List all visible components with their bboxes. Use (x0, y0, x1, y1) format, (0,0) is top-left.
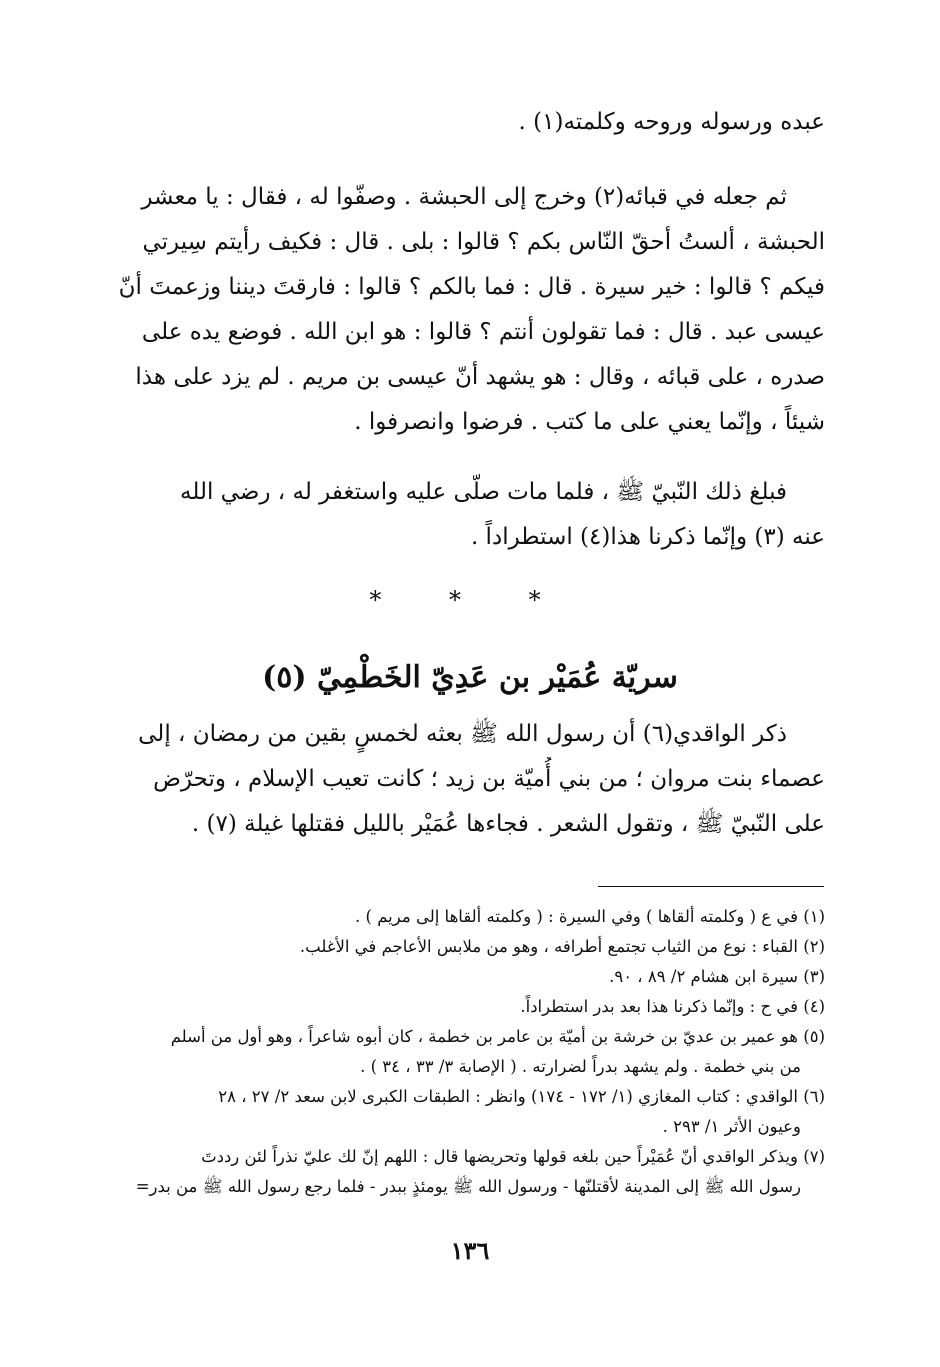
section-heading: سريّة عُمَيْر بن عَدِيّ الخَطْمِيّ (٥) (262, 660, 678, 695)
paragraph-4 (110, 712, 825, 847)
page-number: ١٣٦ (450, 1236, 490, 1265)
paragraph-3 (110, 470, 825, 560)
footnote: (٤) في ح : وإنّما ذكرنا هذا بعد بدر استطراداً. (520, 997, 825, 1016)
footnote-rule (598, 886, 824, 887)
footnote-continuation: رسول الله ﷺ إلى المدينة لأقتلنّها - ورسول الله ﷺ يومئذٍ ببدر - فلما رجع رسول الله ﷺ من بدر= (135, 1177, 801, 1196)
text-line: عصماء بنت مروان ؛ من بني أُميّة بن زيد ؛ كانت تعيب الإسلام ، وتحرّض (153, 766, 825, 792)
footnote-continuation: من بني خطمة . ولم يشهد بدراً لضرارته . ( الإصابة ٣/ ٣٣ ، ٣٤ ) . (360, 1057, 801, 1076)
footnote: (٥) هو عمير بن عديّ بن خرشة بن أميّة بن عامر بن خطمة ، كان أبوه شاعراً ، وهو أول من أسلم (170, 1027, 825, 1046)
text-line: ثم جعله في قبائه(٢) وخرج إلى الحبشة . وصفّوا له ، فقال : يا معشر (141, 184, 787, 210)
footnote-continuation: وعيون الأثر ١/ ٢٩٣ . (662, 1117, 801, 1136)
text-line: على النّبيّ ﷺ ، وتقول الشعر . فجاءها عُمَيْر بالليل فقتلها غيلة (٧) . (191, 811, 825, 837)
text-line: عيسى عبد . قال : فما تقولون أنتم ؟ قالوا : هو ابن الله . فوضع يده على (141, 319, 825, 345)
text-line: الحبشة ، ألستُ أحقّ النّاس بكم ؟ قالوا : بلى . قال : فكيف رأيتم سِيرتي (142, 229, 825, 255)
text-line: فبلغ ذلك النّبيّ ﷺ ، فلما مات صلّى عليه واستغفر له ، رضي الله (180, 479, 787, 505)
text-line: ذكر الواقدي(٦) أن رسول الله ﷺ بعثه لخمسٍ بقين من رمضان ، إلى (138, 721, 787, 747)
footnote: (١) في ع ( وكلمته ألقاها ) وفي السيرة : ( وكلمته ألقاها إلى مريم ) . (355, 907, 825, 926)
text-line: فيكم ؟ قالوا : خير سيرة . قال : فما بالكم ؟ قالوا : فارقتَ ديننا وزعمتَ أنّ (118, 274, 825, 300)
footnote: (٦) الواقدي : كتاب المغازي (١/ ١٧٢ - ١٧٤) وانظر : الطبقات الكبرى لابن سعد ٢/ ٢٧ ، ٢٨ (218, 1087, 825, 1106)
paragraph-1 (110, 100, 825, 145)
text-line: عبده ورسوله وروحه وكلمته(١) . (518, 109, 825, 135)
paragraph-2 (110, 175, 825, 445)
footnote: (٧) ويذكر الواقدي أنّ عُمَيْراً حين بلغه قولها وتحريضها قال : اللهم إنّ لك عليّ نذراً لئن رددتَ (201, 1147, 825, 1166)
text-line: عنه (٣) وإنّما ذكرنا هذا(٤) استطراداً . (470, 524, 825, 550)
section-separator: * * * (369, 586, 571, 614)
footnotes (100, 902, 825, 1202)
footnote: (٢) القباء : نوع من الثياب تجتمع أطرافه ، وهو من ملابس الأعاجم في الأغلب. (299, 937, 825, 956)
text-line: شيئاً ، وإنّما يعني على ما كتب . فرضوا وانصرفوا . (354, 409, 825, 435)
footnote: (٣) سيرة ابن هشام ٢/ ٨٩ ، ٩٠. (609, 967, 825, 986)
text-line: صدره ، على قبائه ، وقال : هو يشهد أنّ عيسى بن مريم . لم يزد على هذا (135, 364, 825, 390)
